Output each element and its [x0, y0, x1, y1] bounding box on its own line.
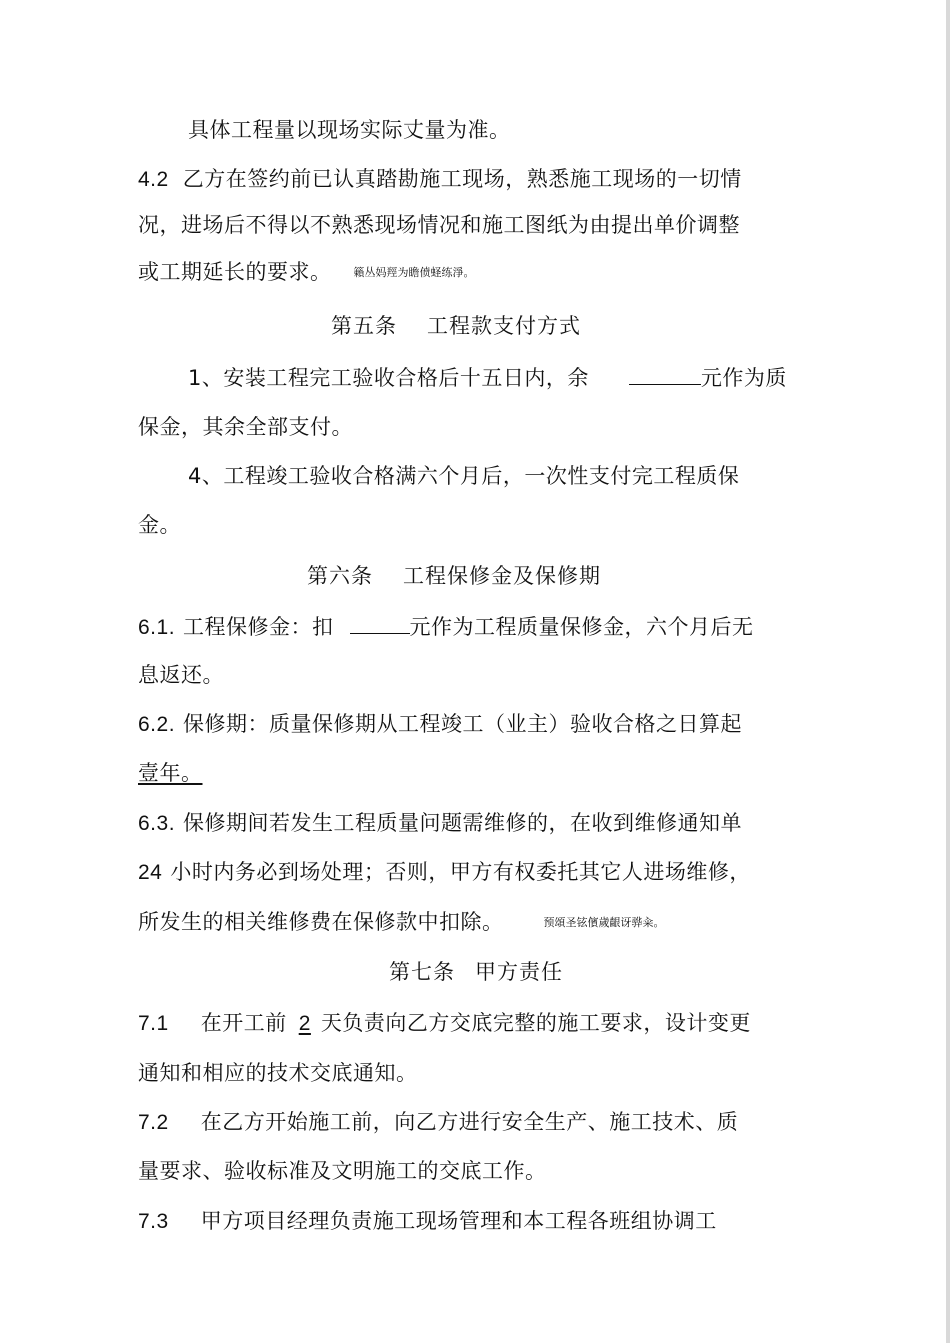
- article-number: 第五条: [331, 314, 397, 338]
- amount-blank: [350, 613, 410, 634]
- clause-6-3: [138, 810, 742, 837]
- watermark-note: 预頌圣铉儐歲齦讶骅籴。: [543, 916, 665, 929]
- clause-number: 7.2: [138, 1111, 169, 1134]
- line-text: 息返还。: [138, 663, 224, 687]
- clause-7-2: [138, 1109, 738, 1136]
- line-text: 工程保修金：扣: [183, 615, 334, 639]
- line-text: 乙方在签约前已认真踏勘施工现场，熟悉施工现场的一切情: [182, 167, 742, 191]
- clause-4-2: [138, 166, 742, 193]
- clause-number: 4.2: [138, 168, 169, 191]
- line-text: 金。: [138, 513, 181, 537]
- article-5-heading: [331, 313, 581, 339]
- line-text: 甲方项目经理负责施工现场管理和本工程各班组协调工: [200, 1209, 717, 1233]
- line-text: 在乙方开始施工前，向乙方进行安全生产、施工技术、质: [200, 1110, 739, 1134]
- text-line: [138, 909, 665, 936]
- line-text: 小时内务必到场处理；否则，甲方有权委托其它人进场维修，: [170, 860, 751, 884]
- amount-blank: [629, 364, 701, 385]
- text-line: [138, 414, 353, 440]
- text-line: [138, 859, 751, 886]
- warranty-period: 壹年。: [138, 761, 203, 785]
- clause-number: 7.3: [138, 1210, 169, 1233]
- line-text: 通知和相应的技术交底通知。: [138, 1061, 418, 1085]
- clause-7-1: [138, 1010, 751, 1037]
- article-6-heading: [307, 563, 601, 589]
- text-line: [138, 512, 181, 538]
- line-text: 天负责向乙方交底完整的施工要求，设计变更: [320, 1011, 751, 1035]
- line-text: 量要求、验收标准及文明施工的交底工作。: [138, 1159, 547, 1183]
- article-7-heading: [389, 959, 563, 985]
- hours-number: 24: [138, 861, 163, 884]
- clause-6-1: [138, 613, 754, 641]
- page-edge: [946, 0, 950, 1343]
- line-text: 或工期延长的要求。: [138, 260, 332, 284]
- text-line: [138, 212, 740, 238]
- line-text: 在开工前: [200, 1011, 287, 1035]
- article-number: 第七条: [389, 960, 455, 984]
- text-line: [138, 1060, 418, 1086]
- line-text: 具体工程量以现场实际丈量为准。: [188, 118, 511, 142]
- line-text: 保金，其余全部支付。: [138, 415, 353, 439]
- clause-6-2: [138, 711, 742, 738]
- article-title: 甲方责任: [475, 960, 563, 984]
- line-text: 况，进场后不得以不熟悉现场情况和施工图纸为由提出单价调整: [138, 213, 740, 237]
- clause-number: 6.2.: [138, 713, 176, 736]
- text-line: [138, 662, 224, 688]
- days-value: 2: [298, 1012, 311, 1035]
- line-text: 4、工程竣工验收合格满六个月后，一次性支付完工程质保: [188, 464, 740, 488]
- line-text: 保修期间若发生工程质量问题需维修的，在收到维修通知单: [183, 811, 743, 835]
- article-number: 第六条: [307, 564, 373, 588]
- line-text: 元作为质: [700, 366, 787, 390]
- payment-item-1: [188, 364, 787, 391]
- article-title: 工程保修金及保修期: [403, 564, 601, 588]
- watermark-note: 籟丛妈羥为瞻偾蛏练淨。: [353, 266, 475, 279]
- line-text: 保修期：质量保修期从工程竣工（业主）验收合格之日算起: [183, 712, 743, 736]
- line-text: 所发生的相关维修费在保修款中扣除。: [138, 910, 504, 934]
- payment-item-4: [188, 463, 739, 489]
- line-text: 1、安装工程完工验收合格后十五日内，余: [188, 366, 589, 390]
- article-title: 工程款支付方式: [427, 314, 581, 338]
- text-line: [138, 760, 203, 786]
- clause-number: 6.1.: [138, 616, 176, 639]
- text-line: [138, 1158, 547, 1184]
- clause-number: 7.1: [138, 1012, 169, 1035]
- line-text: 元作为工程质量保修金，六个月后无: [409, 615, 754, 639]
- clause-number: 6.3.: [138, 812, 176, 835]
- text-line: [188, 117, 511, 143]
- clause-7-3: [138, 1208, 717, 1235]
- text-line: [138, 259, 475, 286]
